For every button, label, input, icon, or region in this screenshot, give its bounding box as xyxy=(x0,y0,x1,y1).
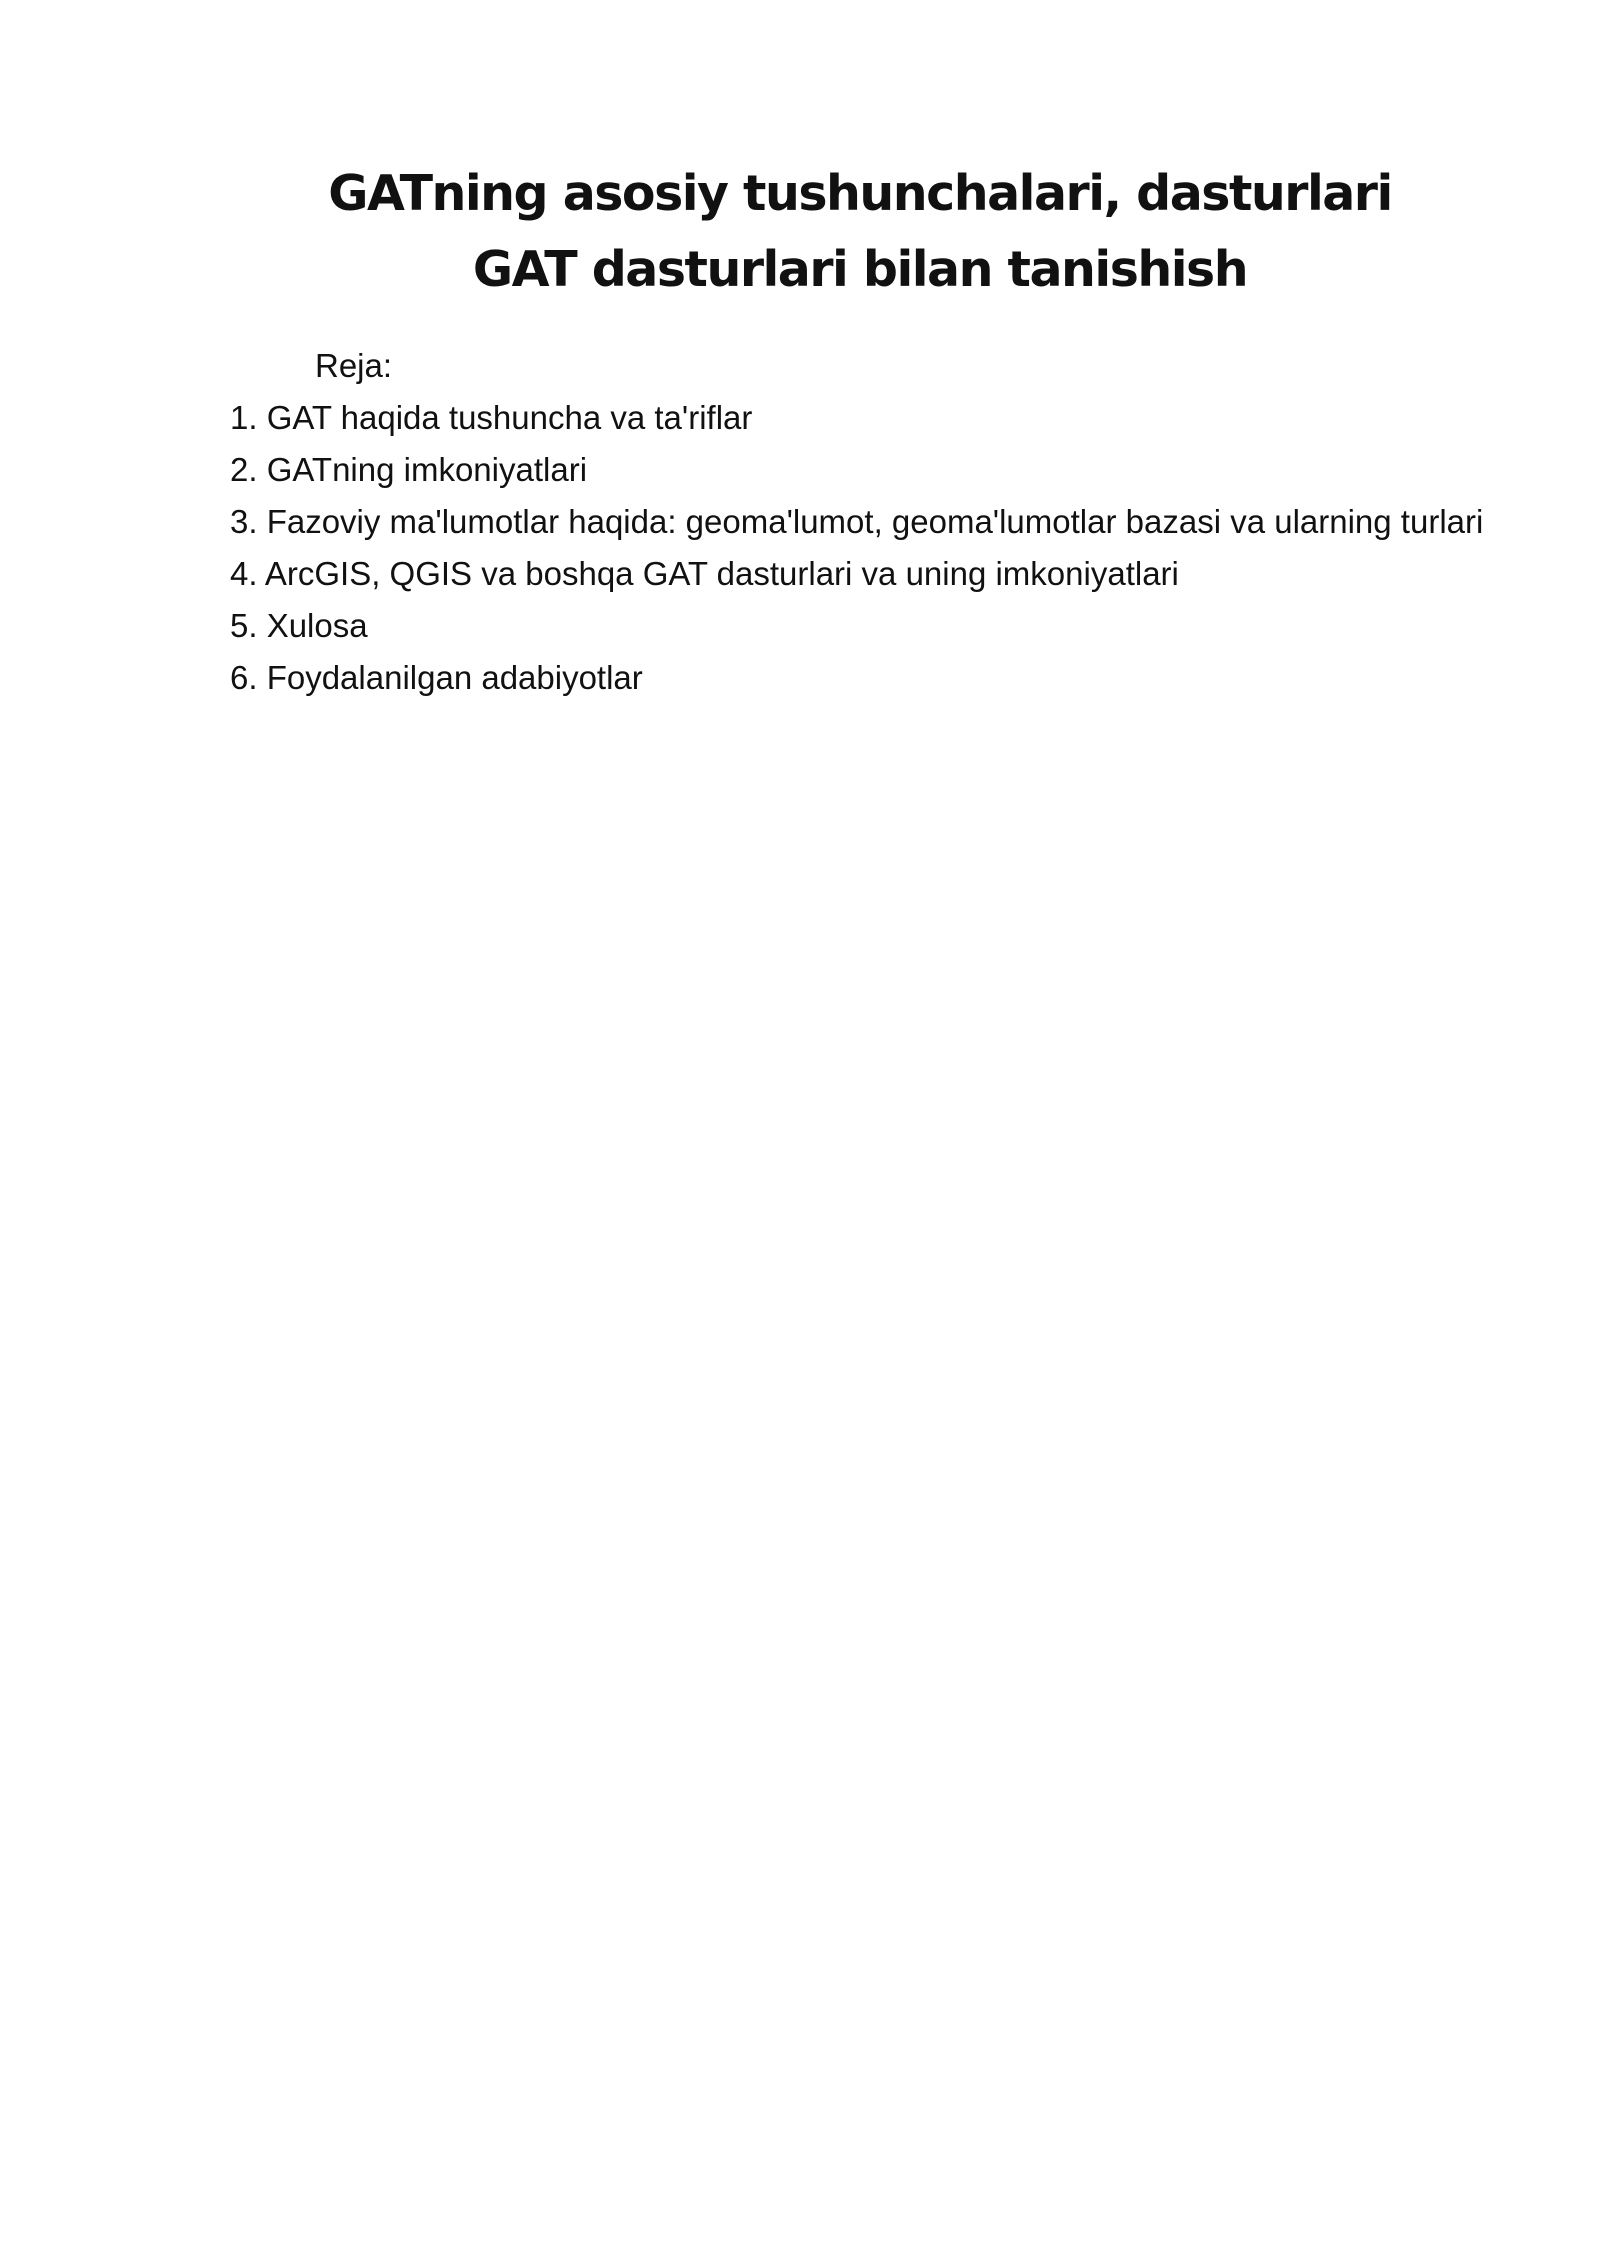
document-title xyxy=(0,156,1600,308)
plan-list xyxy=(230,392,1492,704)
plan-item-3: 3. Fazoviy ma'lumotlar haqida: geoma'lumot, geoma'lumotlar bazasi va ularning turlari xyxy=(230,503,1484,540)
plan-item-1: 1. GAT haqida tushuncha va ta'riflar xyxy=(230,399,753,436)
plan-item-5: 5. Xulosa xyxy=(230,607,368,644)
plan-section xyxy=(230,340,1492,704)
plan-item-6: 6. Foydalanilgan adabiyotlar xyxy=(230,659,643,696)
plan-heading: Reja: xyxy=(315,347,393,384)
title-line-2: GAT dasturlari bilan tanishish xyxy=(472,241,1248,298)
plan-item-4: 4. ArcGIS, QGIS va boshqa GAT dasturlari va uning imkoniyatlari xyxy=(230,555,1179,592)
title-line-1: GATning asosiy tushunchalari, dasturlari xyxy=(328,165,1392,222)
plan-item-2: 2. GATning imkoniyatlari xyxy=(230,451,588,488)
